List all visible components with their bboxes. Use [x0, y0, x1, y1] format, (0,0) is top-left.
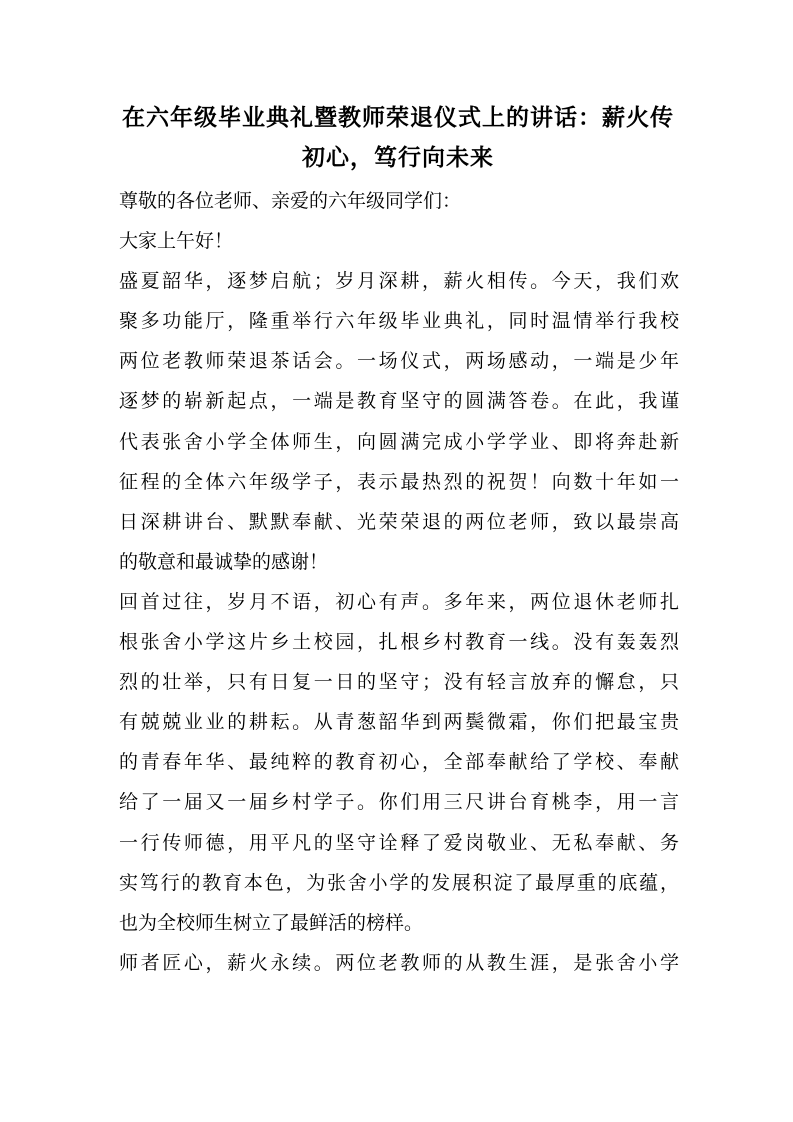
salutation: 尊敬的各位老师、亲爱的六年级同学们： — [119, 190, 462, 212]
paragraph-1 — [119, 261, 679, 582]
paragraph-line: 一行传师德，用平凡的坚守诠释了爱岗敬业、无私奉献、务 — [119, 831, 679, 854]
document-body — [119, 181, 679, 983]
paragraph-line: 根张舍小学这片乡土校园，扎根乡村教育一线。没有轰轰烈 — [119, 631, 679, 654]
paragraph-line: 的敬意和最诚挚的感谢！ — [119, 550, 329, 573]
paragraph-line: 回首过往，岁月不语，初心有声。多年来，两位退休老师扎 — [119, 590, 679, 613]
paragraph-line: 实笃行的教育本色，为张舍小学的发展积淀了最厚重的底蕴， — [119, 871, 679, 894]
paragraph-line: 有兢兢业业的耕耘。从青葱韶华到两鬓微霜，你们把最宝贵 — [119, 711, 679, 734]
document-title-line-2: 初心，笃行向未来 — [302, 144, 494, 171]
paragraph-line: 也为全校师生树立了最鲜活的榜样。 — [119, 911, 424, 934]
document-title-line-1: 在六年级毕业典礼暨教师荣退仪式上的讲话：薪火传 — [122, 104, 674, 131]
paragraph-line: 代表张舍小学全体师生，向圆满完成小学学业、即将奔赴新 — [119, 430, 679, 453]
paragraph-line: 日深耕讲台、默默奉献、光荣荣退的两位老师，致以最崇高 — [119, 510, 679, 533]
paragraph-line: 给了一届又一届乡村学子。你们用三尺讲台育桃李，用一言 — [119, 791, 679, 814]
paragraph-line: 两位老教师荣退茶话会。一场仪式，两场感动，一端是少年 — [119, 350, 679, 373]
paragraph-line: 盛夏韶华，逐梦启航；岁月深耕，薪火相传。今天，我们欢 — [119, 270, 679, 293]
paragraph-line: 的青春年华、最纯粹的教育初心，全部奉献给了学校、奉献 — [119, 751, 679, 774]
paragraph-2 — [119, 582, 679, 943]
paragraph-line: 聚多功能厅，隆重举行六年级毕业典礼，同时温情举行我校 — [119, 310, 679, 333]
greeting: 大家上午好！ — [119, 230, 234, 253]
paragraph-line: 逐梦的崭新起点，一端是教育坚守的圆满答卷。在此，我谨 — [119, 390, 679, 413]
paragraph-3 — [119, 943, 679, 983]
paragraph-line: 烈的壮举，只有日复一日的坚守；没有轻言放弃的懈怠，只 — [119, 671, 679, 694]
paragraph-line: 征程的全体六年级学子，表示最热烈的祝贺！向数十年如一 — [119, 470, 679, 493]
paragraph-line: 师者匠心，薪火永续。两位老教师的从教生涯，是张舍小学 — [119, 951, 679, 974]
